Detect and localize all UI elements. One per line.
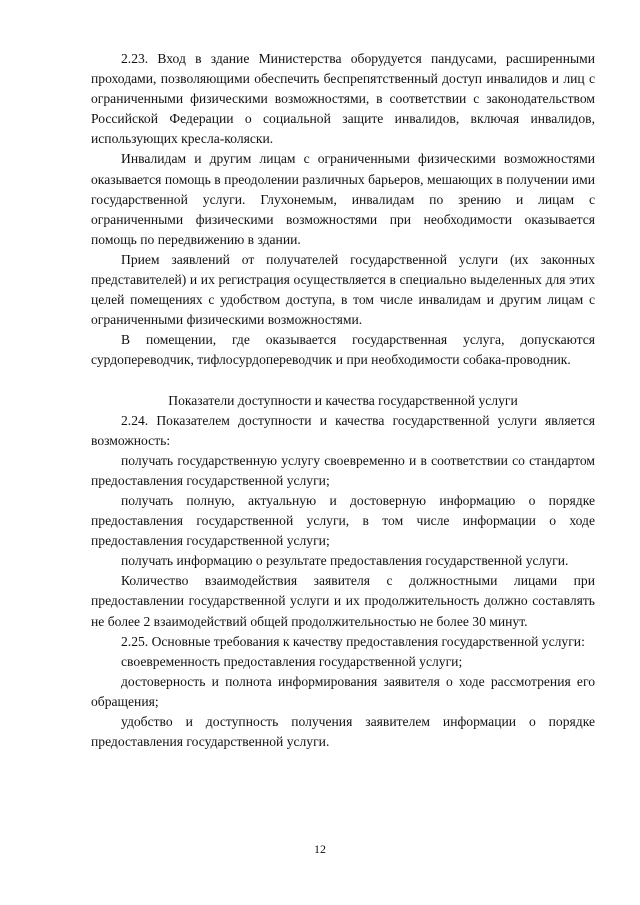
list-item-timely: получать государственную услугу своевременно и в соответствии со стандартом предоставления государственной услуги;: [91, 452, 595, 488]
paragraph-2-23-entrance: 2.23. Вход в здание Министерства оборудуется пандусами, расширенными проходами, позволяющими обеспечить беспрепятственный доступ инвалидов и лиц с ограниченными физическими возможностями, в соответствии с законодательством Российской Федерации о социальной защите инвалидов, включая инвалидов, использующих кресла-коляски.: [91, 51, 595, 147]
page-number: 12: [314, 842, 326, 856]
paragraph-reception: Прием заявлений от получателей государственной услуги (их законных представителей) и их регистрация осуществляется в специально выделенных для этих целей помещениях с удобством доступа, в том числе инвалидам и другим лицам с ограниченными физическими возможностями.: [91, 251, 595, 328]
list-item-timeliness: своевременность предоставления государственной услуги;: [121, 653, 463, 669]
document-page: [91, 49, 595, 752]
paragraph-interpreters: В помещении, где оказывается государственная услуга, допускаются сурдопереводчик, тифлосурдопереводчик и при необходимости собака-проводник.: [91, 332, 595, 368]
section-heading: Показатели доступности и качества государственной услуги: [168, 392, 518, 408]
paragraph-2-24: 2.24. Показателем доступности и качества государственной услуги является возможность:: [91, 412, 595, 448]
paragraph-interactions: Количество взаимодействия заявителя с должностными лицами при предоставлении государственной услуги и их продолжительность должно составлять не более 2 взаимодействий общей продолжительностью не более 30 минут.: [91, 573, 595, 629]
list-item-convenience: удобство и доступность получения заявителем информации о порядке предоставления государственной услуги.: [91, 714, 595, 750]
list-item-information: получать полную, актуальную и достоверную информацию о порядке предоставления государственной услуги, в том числе информации о ходе предоставления государственной услуги;: [91, 492, 595, 549]
list-item-reliability: достоверность и полнота информирования заявителя о ходе рассмотрения его обращения;: [91, 673, 595, 709]
paragraph-2-25: 2.25. Основные требования к качеству предоставления государственной услуги:: [121, 633, 585, 649]
paragraph-assistance: Инвалидам и другим лицам с ограниченными физическими возможностями оказывается помощь в преодолении различных барьеров, мешающих в получении ими государственной услуги. Глухонемым, инвалидам по зрению и лицам с ограниченными физическими возможностями при необходимости оказывается помощь по передвижению в здании.: [91, 151, 595, 247]
list-item-result: получать информацию о результате предоставления государственной услуги.: [121, 553, 569, 569]
